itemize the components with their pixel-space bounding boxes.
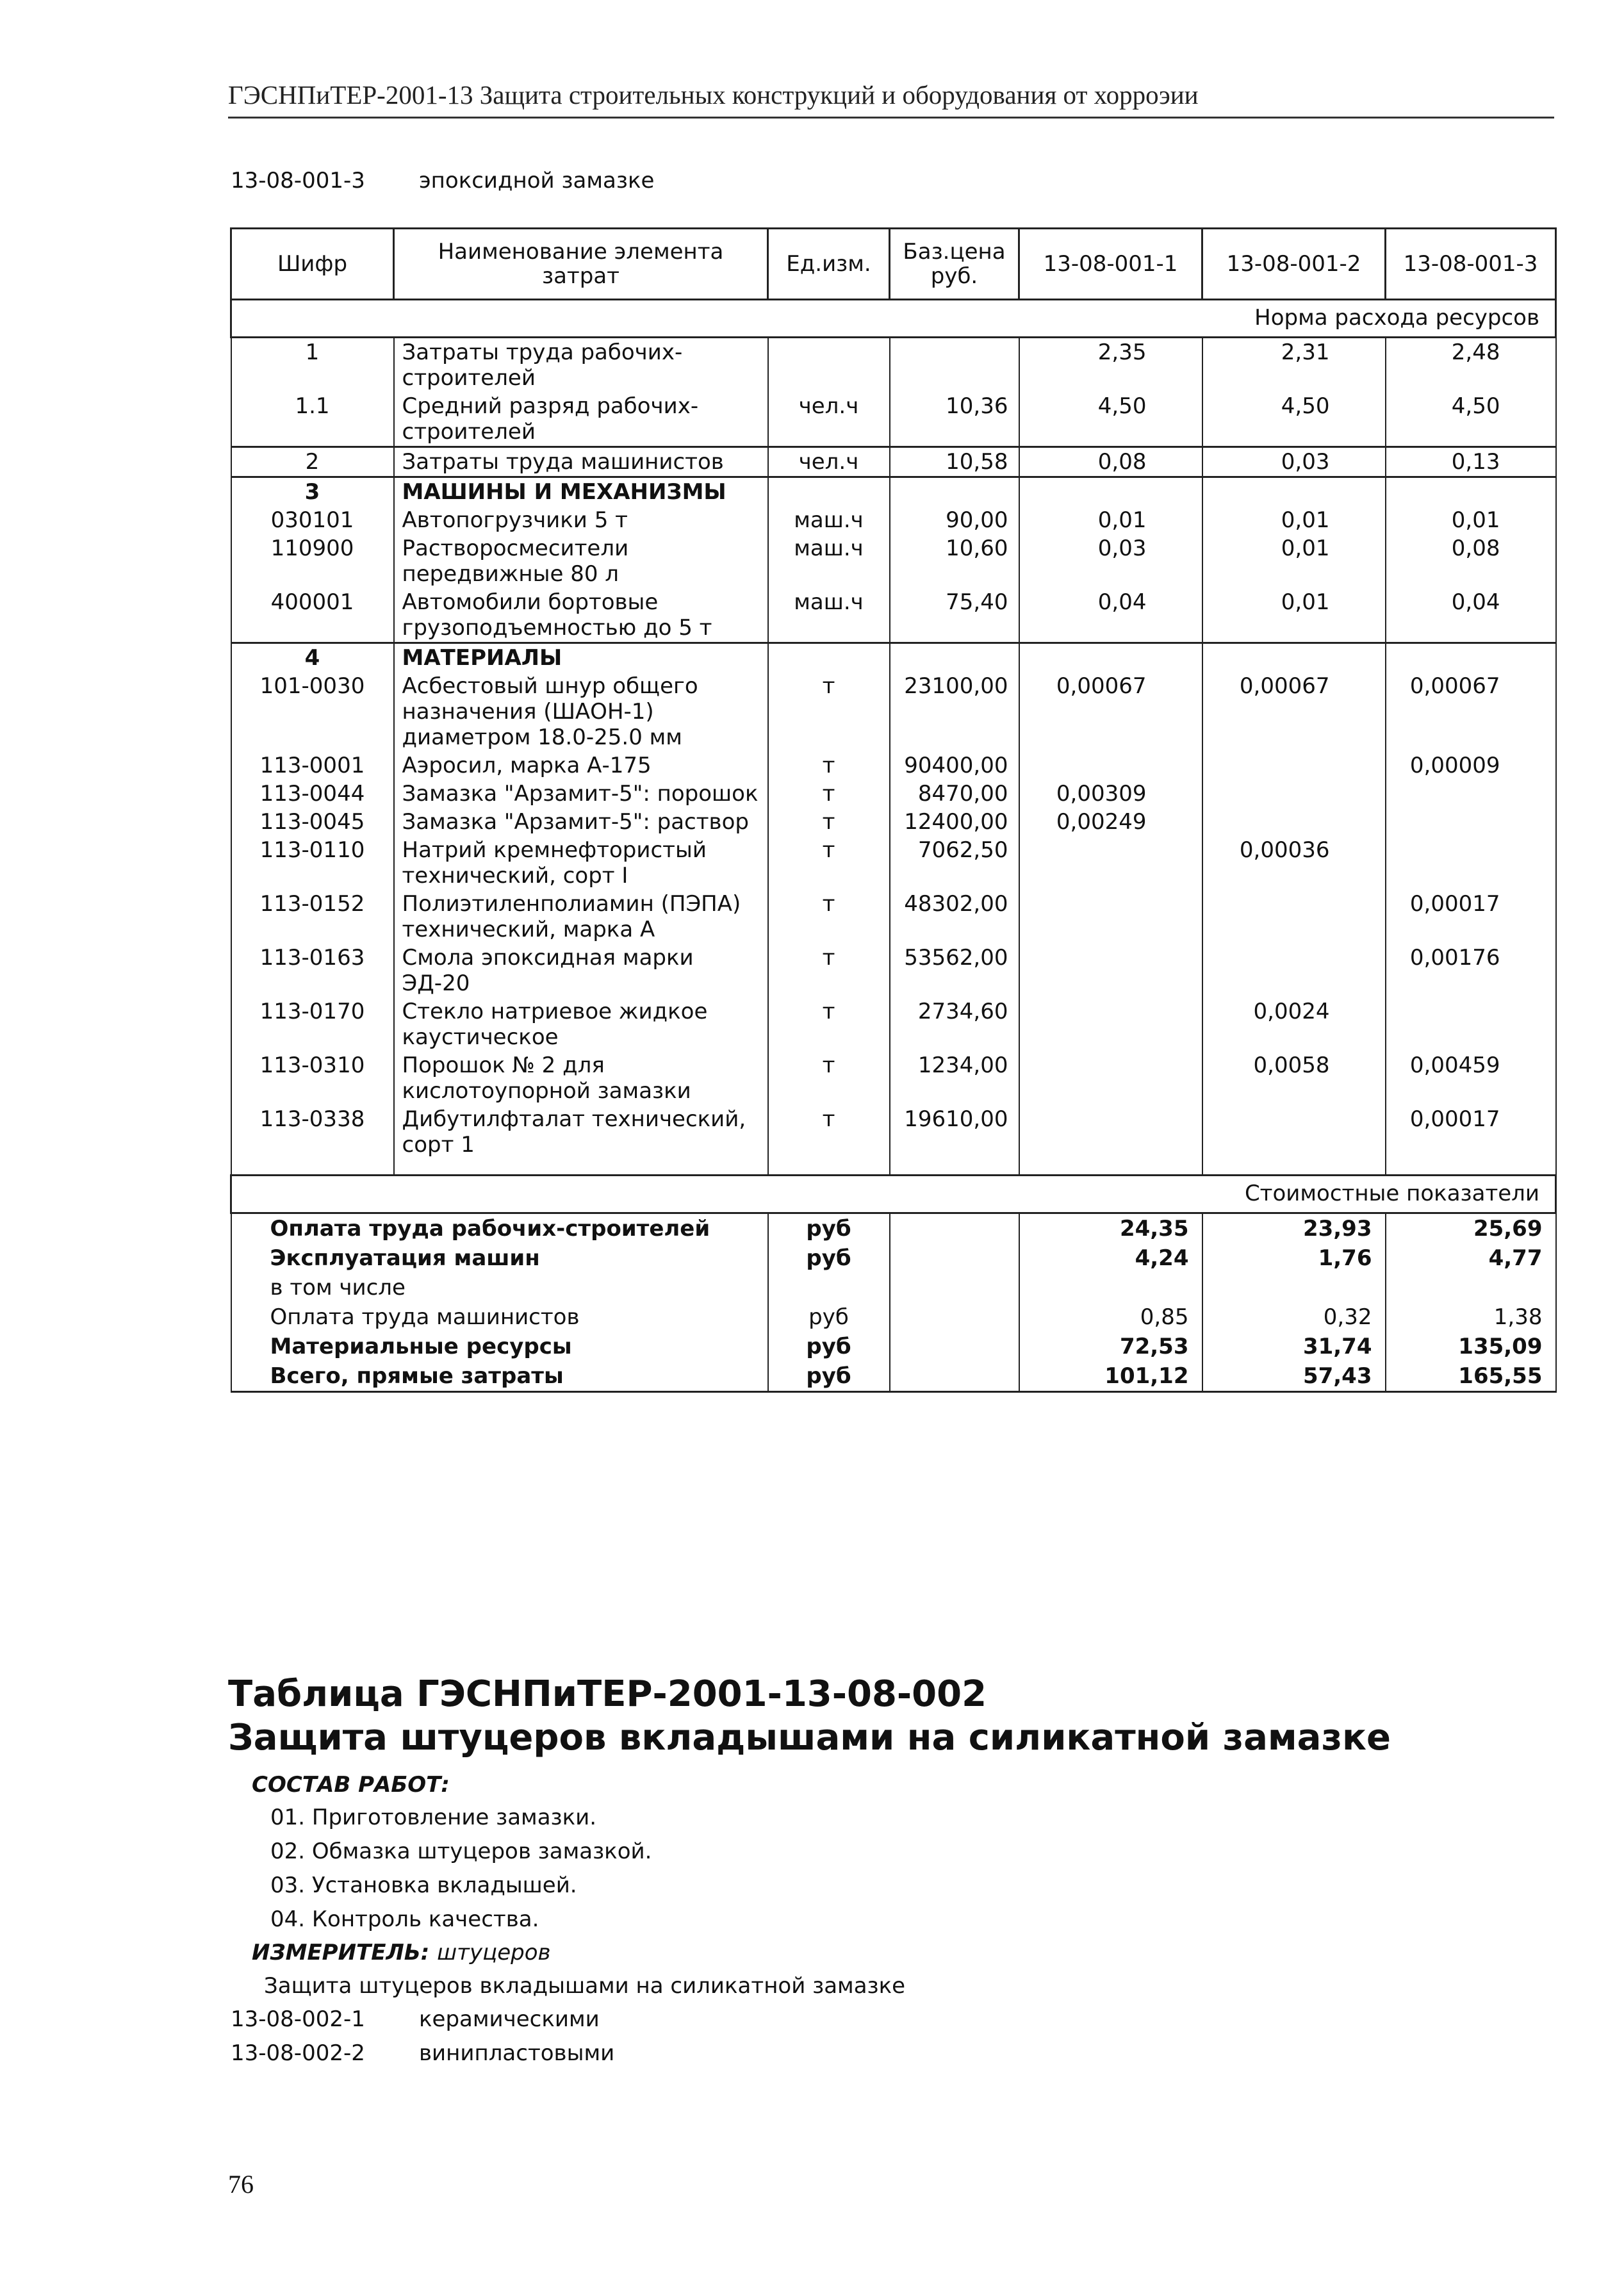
- cell-name: МАШИНЫ И МЕХАНИЗМЫ: [394, 477, 768, 507]
- cell-code: 2: [231, 447, 394, 477]
- cell-unit: т: [768, 751, 890, 780]
- resource-norms-table: [230, 227, 1557, 1393]
- cell-name: Растворосмесители передвижные 80 л: [394, 534, 768, 588]
- cell-unit: т: [768, 944, 890, 997]
- cell-name: Смола эпоксидная марки ЭД-20: [394, 944, 768, 997]
- cell-price: 48302,00: [890, 890, 1019, 944]
- cell-unit: т: [768, 890, 890, 944]
- cost-unit: руб: [768, 1243, 890, 1273]
- meter-label-text: ИЗМЕРИТЕЛЬ:: [252, 1940, 430, 1965]
- cost-value: [1019, 1273, 1202, 1302]
- cell-value: 0,00249: [1019, 808, 1202, 836]
- cost-name: Оплата труда машинистов: [231, 1302, 768, 1332]
- cell-value: [1019, 836, 1202, 890]
- cell-price: 90400,00: [890, 751, 1019, 780]
- cost-price-empty: [890, 1302, 1019, 1332]
- cell-value: 0,04: [1019, 588, 1202, 643]
- cell-value: 0,00017: [1386, 890, 1556, 944]
- cell-code: 113-0044: [231, 780, 394, 808]
- cell-price: 10,58: [890, 447, 1019, 477]
- cell-code: 110900: [231, 534, 394, 588]
- cell-code: 101-0030: [231, 672, 394, 751]
- work-step: 03. Установка вкладышей.: [270, 1873, 577, 1898]
- col-header: Шифр: [231, 229, 394, 300]
- work-step: 01. Приготовление замазки.: [270, 1805, 597, 1830]
- cost-value: 23,93: [1202, 1213, 1386, 1244]
- cell-code: 3: [231, 477, 394, 507]
- cell-value: [1202, 477, 1386, 507]
- cell-value: 0,00309: [1019, 780, 1202, 808]
- cell-value: 4,50: [1019, 392, 1202, 447]
- subtitle-text: эпоксидной замазке: [419, 168, 655, 193]
- spacer-row: [231, 1159, 1556, 1176]
- cell-unit: [768, 338, 890, 393]
- cost-value: 135,09: [1386, 1332, 1556, 1361]
- cell-value: 0,0058: [1202, 1051, 1386, 1105]
- cell-value: 0,00067: [1386, 672, 1556, 751]
- cell-unit: чел.ч: [768, 392, 890, 447]
- cost-price-empty: [890, 1213, 1019, 1244]
- cell-name: Затраты труда рабочих-строителей: [394, 338, 768, 393]
- table-row: [231, 506, 1556, 534]
- cell-unit: т: [768, 836, 890, 890]
- cost-value: [1202, 1273, 1386, 1302]
- work-step: 02. Обмазка штуцеров замазкой.: [270, 1839, 652, 1864]
- cell-value: 0,03: [1019, 534, 1202, 588]
- cell-name: Замазка "Арзамит-5": порошок: [394, 780, 768, 808]
- col-header: 13-08-001-2: [1202, 229, 1386, 300]
- cell-unit: [768, 477, 890, 507]
- table-row: [231, 780, 1556, 808]
- cell-value: 0,00459: [1386, 1051, 1556, 1105]
- cell-value: 0,00009: [1386, 751, 1556, 780]
- section-subtitle: Защита штуцеров вкладышами на силикатной замазке: [228, 1717, 1391, 1759]
- cell-price: 8470,00: [890, 780, 1019, 808]
- work-step: 04. Контроль качества.: [270, 1906, 539, 1932]
- table-row: [231, 588, 1556, 643]
- table-row: [231, 643, 1556, 673]
- cell-value: 0,00176: [1386, 944, 1556, 997]
- spacer-cell: [394, 1159, 768, 1176]
- cell-value: [1386, 836, 1556, 890]
- cell-price: 75,40: [890, 588, 1019, 643]
- cost-unit: руб: [768, 1213, 890, 1244]
- cell-value: [1019, 643, 1202, 673]
- col-header: Ед.изм.: [768, 229, 890, 300]
- cell-value: 0,00036: [1202, 836, 1386, 890]
- cost-name: в том числе: [231, 1273, 768, 1302]
- spacer-cell: [1202, 1159, 1386, 1176]
- table-row: [231, 890, 1556, 944]
- cell-name: Асбестовый шнур общего назначения (ШАОН-1) диаметром 18.0-25.0 мм: [394, 672, 768, 751]
- work-composition-label: СОСТАВ РАБОТ:: [252, 1772, 450, 1798]
- cell-value: [1386, 780, 1556, 808]
- cell-price: [890, 643, 1019, 673]
- cell-code: 4: [231, 643, 394, 673]
- cell-unit: т: [768, 1051, 890, 1105]
- cell-value: [1386, 477, 1556, 507]
- variant-name: винипластовыми: [419, 2040, 615, 2066]
- cell-price: 10,60: [890, 534, 1019, 588]
- cell-value: 2,31: [1202, 338, 1386, 393]
- cell-value: [1386, 643, 1556, 673]
- cell-value: [1019, 751, 1202, 780]
- cost-value: 165,55: [1386, 1361, 1556, 1392]
- cell-value: [1202, 808, 1386, 836]
- cost-price-empty: [890, 1273, 1019, 1302]
- cost-value: 1,76: [1202, 1243, 1386, 1273]
- cell-unit: [768, 643, 890, 673]
- cell-name: МАТЕРИАЛЫ: [394, 643, 768, 673]
- header-divider: [228, 117, 1554, 119]
- cost-label: Стоимостные показатели: [231, 1176, 1556, 1213]
- cell-value: [1202, 643, 1386, 673]
- cell-name: Автопогрузчики 5 т: [394, 506, 768, 534]
- cell-name: Затраты труда машинистов: [394, 447, 768, 477]
- spacer-cell: [768, 1159, 890, 1176]
- cell-unit: чел.ч: [768, 447, 890, 477]
- table-row: [231, 751, 1556, 780]
- cost-row: [231, 1243, 1556, 1273]
- cell-name: Дибутилфталат технический, сорт 1: [394, 1105, 768, 1159]
- cost-row: [231, 1302, 1556, 1332]
- cell-value: 2,35: [1019, 338, 1202, 393]
- variant-name: керамическими: [419, 2006, 600, 2032]
- cell-code: 113-0152: [231, 890, 394, 944]
- col-header: 13-08-001-1: [1019, 229, 1202, 300]
- cell-unit: маш.ч: [768, 588, 890, 643]
- table-row: [231, 477, 1556, 507]
- cost-row: [231, 1332, 1556, 1361]
- cell-name: Замазка "Арзамит-5": раствор: [394, 808, 768, 836]
- cell-value: [1202, 944, 1386, 997]
- cell-code: 113-0110: [231, 836, 394, 890]
- cell-unit: т: [768, 808, 890, 836]
- norm-label: Норма расхода ресурсов: [231, 300, 1556, 338]
- cell-price: 53562,00: [890, 944, 1019, 997]
- cell-value: 0,00017: [1386, 1105, 1556, 1159]
- cell-value: 0,01: [1202, 534, 1386, 588]
- subtitle-code: 13-08-001-3: [231, 168, 365, 193]
- cost-value: 24,35: [1019, 1213, 1202, 1244]
- cell-name: Стекло натриевое жидкое каустическое: [394, 997, 768, 1051]
- cell-value: 0,01: [1202, 506, 1386, 534]
- cost-value: 0,32: [1202, 1302, 1386, 1332]
- cell-value: [1202, 890, 1386, 944]
- cost-row: [231, 1361, 1556, 1392]
- cell-value: [1202, 751, 1386, 780]
- cell-price: 19610,00: [890, 1105, 1019, 1159]
- running-header: ГЭСНПиТЕР-2001-13 Защита строительных конструкций и оборудования от хорроэии: [228, 80, 1199, 110]
- col-header: 13-08-001-3: [1386, 229, 1556, 300]
- cell-name: Полиэтиленполиамин (ПЭПА) технический, марка А: [394, 890, 768, 944]
- cost-value: 72,53: [1019, 1332, 1202, 1361]
- cell-code: 113-0338: [231, 1105, 394, 1159]
- cell-value: 0,03: [1202, 447, 1386, 477]
- cost-unit: руб: [768, 1361, 890, 1392]
- cell-name: Натрий кремнефтористый технический, сорт I: [394, 836, 768, 890]
- cell-value: 4,50: [1202, 392, 1386, 447]
- spacer-cell: [231, 1159, 394, 1176]
- cell-code: 113-0163: [231, 944, 394, 997]
- variant-code: 13-08-002-1: [231, 2006, 365, 2032]
- variant-code: 13-08-002-2: [231, 2040, 365, 2066]
- meter-unit: штуцеров: [437, 1940, 551, 1965]
- cell-value: 0,00067: [1019, 672, 1202, 751]
- cost-value: 1,38: [1386, 1302, 1556, 1332]
- meter-label: [252, 1940, 551, 1965]
- cell-price: 1234,00: [890, 1051, 1019, 1105]
- table-row: [231, 534, 1556, 588]
- cost-row: [231, 1273, 1556, 1302]
- cell-name: Автомобили бортовые грузоподъемностью до 5 т: [394, 588, 768, 643]
- cell-value: [1202, 1105, 1386, 1159]
- cell-price: 10,36: [890, 392, 1019, 447]
- cell-value: 0,08: [1386, 534, 1556, 588]
- cell-code: 030101: [231, 506, 394, 534]
- spacer-cell: [1019, 1159, 1202, 1176]
- cell-value: [1019, 944, 1202, 997]
- cost-value: 0,85: [1019, 1302, 1202, 1332]
- table-header-row: [231, 229, 1556, 300]
- cell-unit: маш.ч: [768, 534, 890, 588]
- cell-unit: т: [768, 997, 890, 1051]
- cost-unit: руб: [768, 1332, 890, 1361]
- cell-unit: т: [768, 1105, 890, 1159]
- cell-price: [890, 477, 1019, 507]
- table-row: [231, 944, 1556, 997]
- table-row: [231, 997, 1556, 1051]
- meter-description: Защита штуцеров вкладышами на силикатной замазке: [264, 1973, 906, 1999]
- cost-value: 4,77: [1386, 1243, 1556, 1273]
- cell-value: [1019, 1105, 1202, 1159]
- cost-value: 57,43: [1202, 1361, 1386, 1392]
- cost-value: 25,69: [1386, 1213, 1556, 1244]
- cell-value: 0,04: [1386, 588, 1556, 643]
- cell-code: 1.1: [231, 392, 394, 447]
- table-row: [231, 392, 1556, 447]
- cost-price-empty: [890, 1243, 1019, 1273]
- cell-price: 7062,50: [890, 836, 1019, 890]
- cost-unit: [768, 1273, 890, 1302]
- cost-name: Всего, прямые затраты: [231, 1361, 768, 1392]
- cell-name: Средний разряд рабочих-строителей: [394, 392, 768, 447]
- cell-value: [1386, 808, 1556, 836]
- cost-label-row: [231, 1176, 1556, 1213]
- cost-value: 31,74: [1202, 1332, 1386, 1361]
- cell-code: 113-0170: [231, 997, 394, 1051]
- spacer-cell: [890, 1159, 1019, 1176]
- cell-value: [1202, 780, 1386, 808]
- cell-price: 12400,00: [890, 808, 1019, 836]
- table-row: [231, 447, 1556, 477]
- cell-name: Аэросил, марка А-175: [394, 751, 768, 780]
- cell-value: 0,01: [1202, 588, 1386, 643]
- cost-value: 101,12: [1019, 1361, 1202, 1392]
- cell-name: Порошок № 2 для кислотоупорной замазки: [394, 1051, 768, 1105]
- cell-value: 0,08: [1019, 447, 1202, 477]
- cell-code: 1: [231, 338, 394, 393]
- cost-name: Материальные ресурсы: [231, 1332, 768, 1361]
- cell-price: [890, 338, 1019, 393]
- section-title: Таблица ГЭСНПиТЕР-2001-13-08-002: [228, 1673, 987, 1715]
- cell-code: 113-0045: [231, 808, 394, 836]
- norm-label-row: [231, 300, 1556, 338]
- cell-value: 0,00067: [1202, 672, 1386, 751]
- cell-value: [1386, 997, 1556, 1051]
- spacer-cell: [1386, 1159, 1556, 1176]
- cell-unit: т: [768, 780, 890, 808]
- cell-value: [1019, 997, 1202, 1051]
- table-row: [231, 836, 1556, 890]
- cost-value: 4,24: [1019, 1243, 1202, 1273]
- cost-price-empty: [890, 1332, 1019, 1361]
- cell-code: 113-0001: [231, 751, 394, 780]
- cell-code: 400001: [231, 588, 394, 643]
- cost-unit: руб: [768, 1302, 890, 1332]
- col-header: Баз.цена руб.: [890, 229, 1019, 300]
- cost-name: Оплата труда рабочих-строителей: [231, 1213, 768, 1244]
- cell-value: 0,0024: [1202, 997, 1386, 1051]
- cell-value: 0,01: [1386, 506, 1556, 534]
- cell-value: 4,50: [1386, 392, 1556, 447]
- cell-code: 113-0310: [231, 1051, 394, 1105]
- cell-price: 90,00: [890, 506, 1019, 534]
- table-row: [231, 672, 1556, 751]
- page-number: 76: [228, 2170, 254, 2199]
- cell-value: [1019, 1051, 1202, 1105]
- cell-price: 2734,60: [890, 997, 1019, 1051]
- table-row: [231, 1051, 1556, 1105]
- cell-value: 0,13: [1386, 447, 1556, 477]
- table-row: [231, 1105, 1556, 1159]
- cost-row: [231, 1213, 1556, 1244]
- cost-name: Эксплуатация машин: [231, 1243, 768, 1273]
- col-header: Наименование элемента затрат: [394, 229, 768, 300]
- table-row: [231, 338, 1556, 393]
- table-row: [231, 808, 1556, 836]
- cell-value: 2,48: [1386, 338, 1556, 393]
- cell-price: 23100,00: [890, 672, 1019, 751]
- cell-value: [1019, 890, 1202, 944]
- cost-price-empty: [890, 1361, 1019, 1392]
- cost-value: [1386, 1273, 1556, 1302]
- cell-unit: маш.ч: [768, 506, 890, 534]
- cell-unit: т: [768, 672, 890, 751]
- cell-value: 0,01: [1019, 506, 1202, 534]
- cell-value: [1019, 477, 1202, 507]
